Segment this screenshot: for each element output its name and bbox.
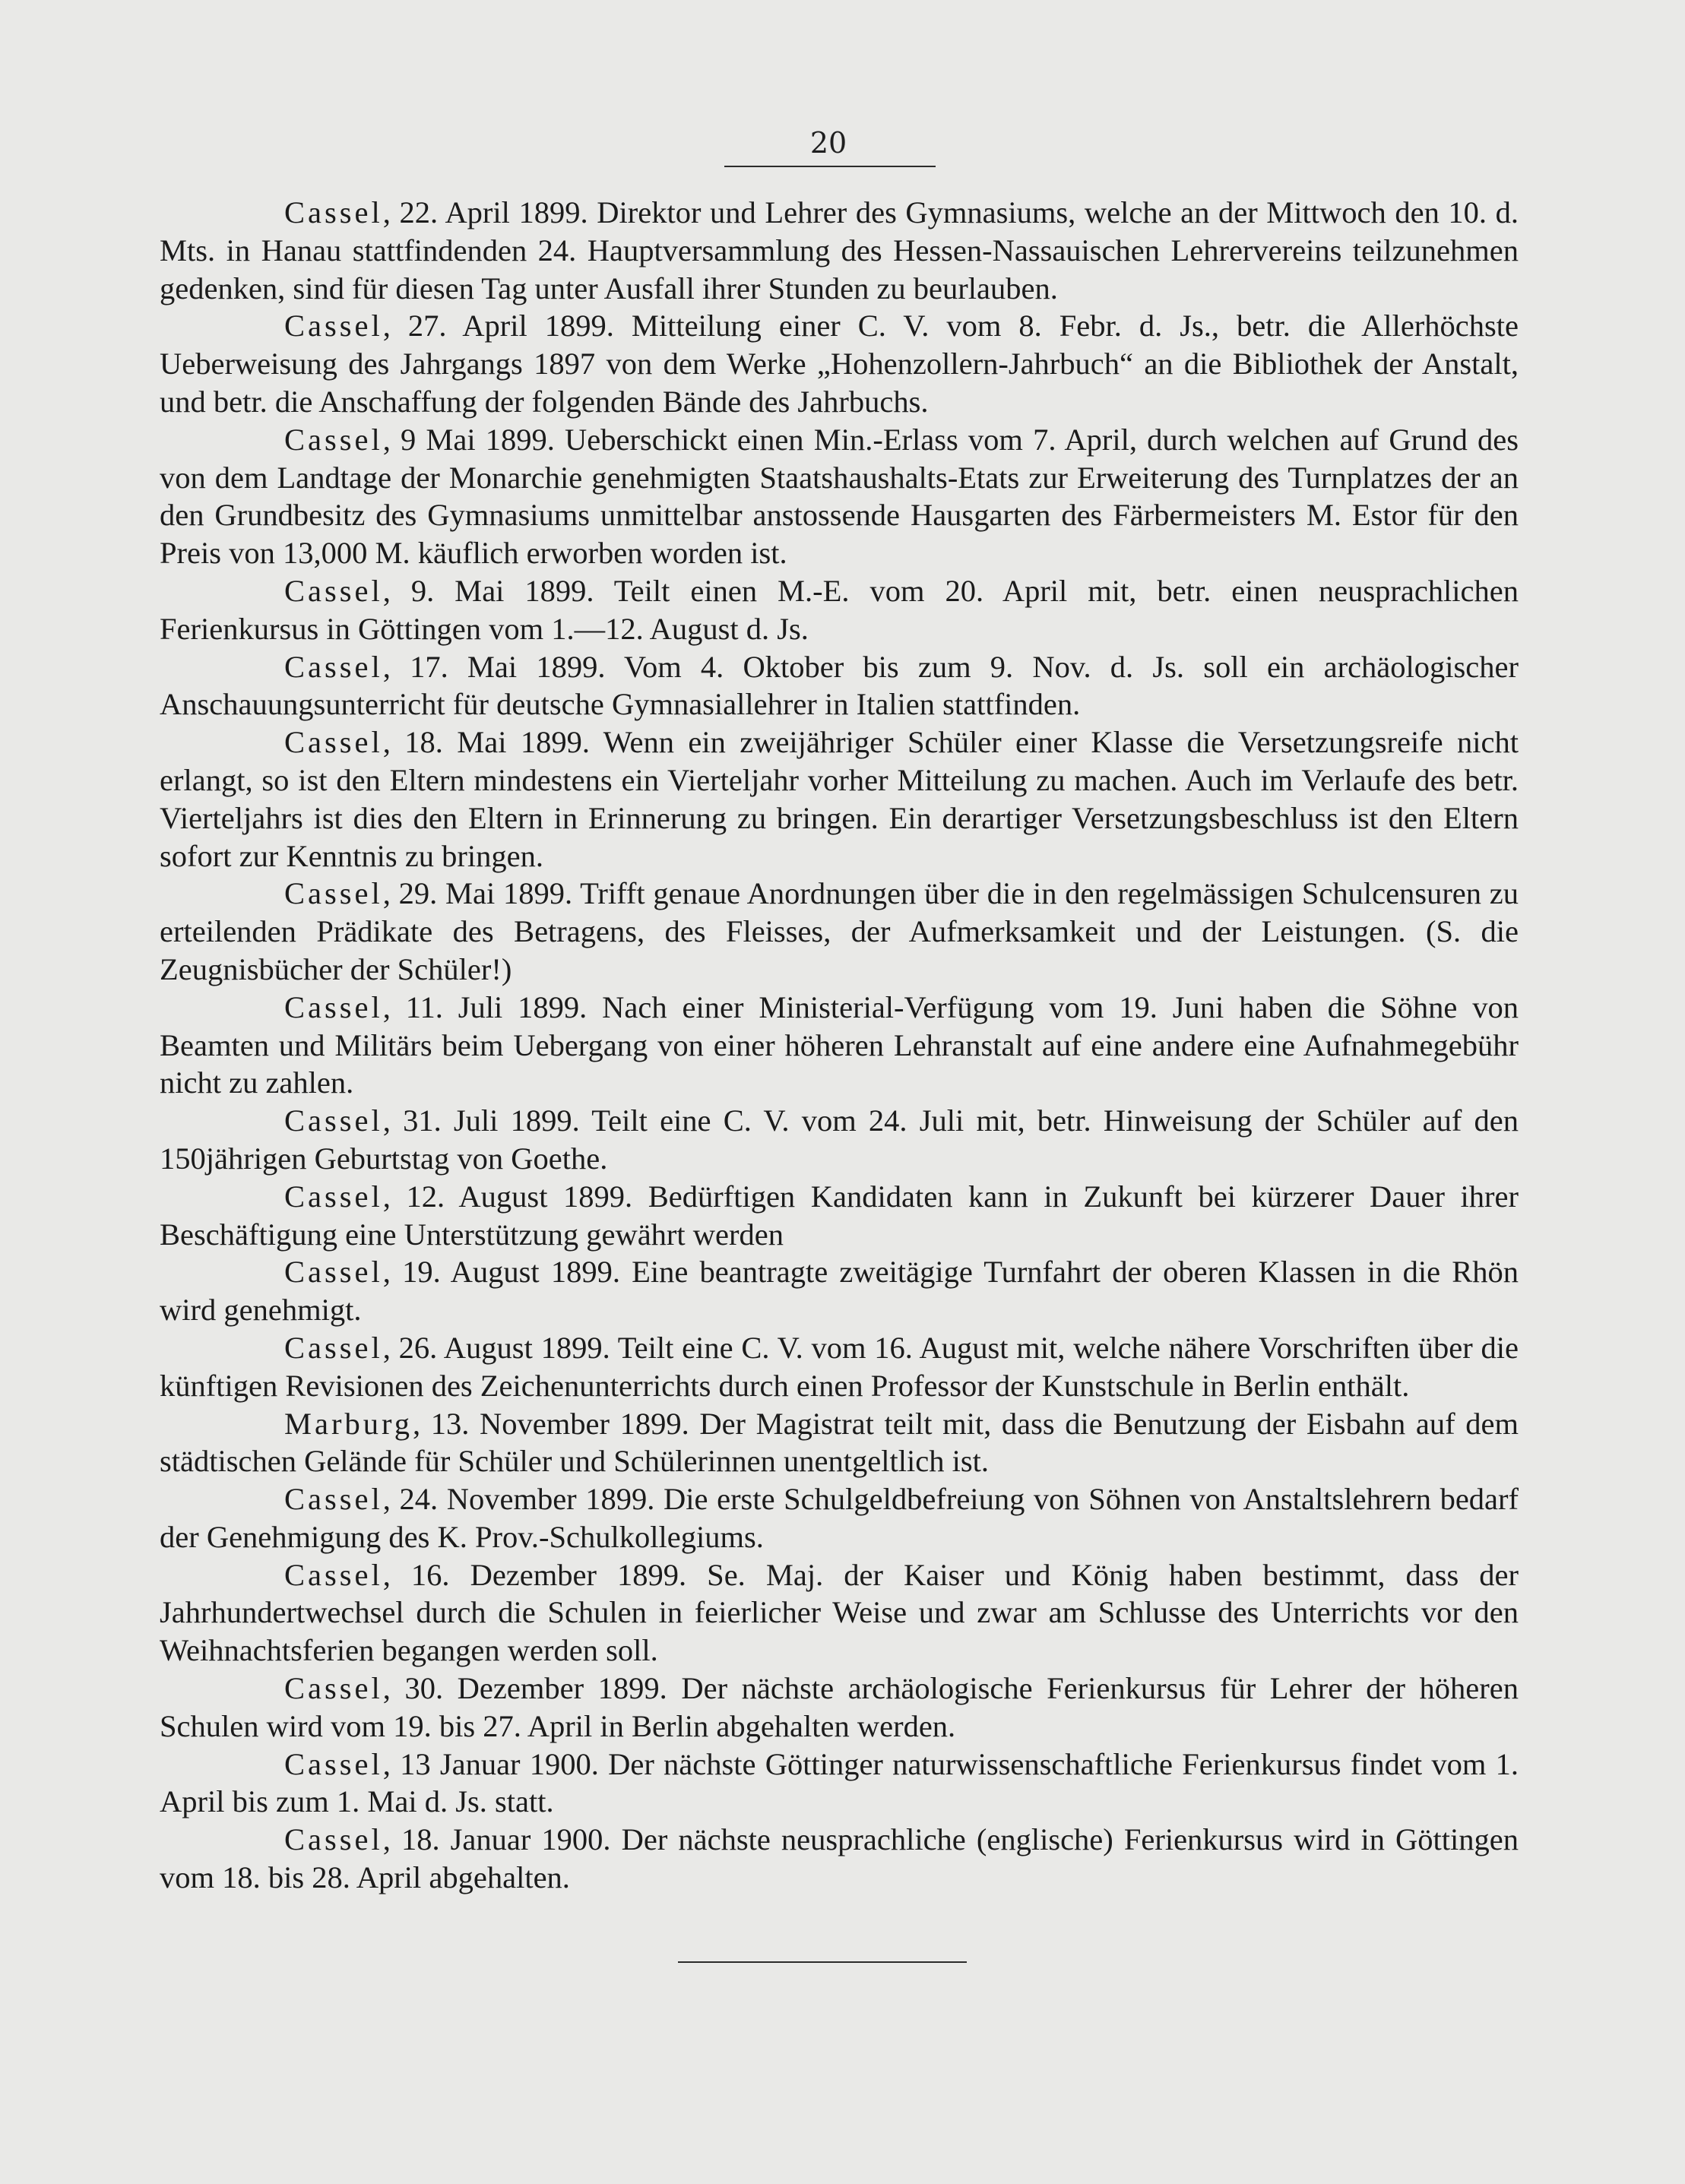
header-rule [724,166,936,167]
entry-text: , 9. Mai 1899. Teilt einen M.-E. vom 20. April mit, betr. einen neusprachlichen Ferienkursus in Göttingen vom 1.—12. August d. Js. [160,573,1519,646]
entry-text: , 18. Mai 1899. Wenn ein zweijähriger Schüler einer Klasse die Versetzungsreife nicht erlangt, so ist den Eltern mindestens ein Vierteljahr vorher Mitteilung zu machen. Auch im Verlaufe des betr. Vierteljahrs ist dies den Eltern in Erinnerung zu bringen. Ein derartiger Versetzungsbeschluss ist den Eltern sofort zur Kenntnis zu bringen. [160,725,1519,873]
entry [160,1480,1519,1556]
entry [160,1670,1519,1746]
entry [160,1405,1519,1481]
entry-place: Cassel [284,725,383,760]
entry-text: , 26. August 1899. Teilt eine C. V. vom 16. August mit, welche nähere Vorschriften über die künftigen Revisionen des Zeichenunterrichts durch einen Professor der Kunstschule in Berlin enthält. [160,1330,1519,1403]
entry [160,723,1519,875]
entry-place: Cassel [284,309,383,343]
entry-place: Cassel [284,1103,383,1138]
entry-place: Cassel [284,195,383,229]
entry-place: Cassel [284,1746,383,1781]
entry [160,1178,1519,1254]
entry [160,989,1519,1102]
entry [160,194,1519,307]
entry-place: Cassel [284,649,383,684]
entry-text: , 13 Januar 1900. Der nächste Göttinger naturwissenschaftliche Ferienkursus findet vom 1. April bis zum 1. Mai d. Js. statt. [160,1746,1519,1819]
document-body [160,194,1519,1897]
entry-text: , 9 Mai 1899. Ueberschickt einen Min.-Erlass vom 7. April, durch welchen auf Grund des von dem Landtage der Monarchie genehmigten Staatshaushalts-Etats zur Erweiterung des Turnplatzes der an den Grundbesitz des Gymnasiums unmittelbar anstossende Hausgarten des Färbermeisters M. Estor für den Preis von 13,000 M. käuflich erworben worden ist. [160,422,1519,571]
entry [160,1253,1519,1329]
entry [160,307,1519,420]
entry [160,1821,1519,1897]
entry [160,648,1519,724]
entry [160,1329,1519,1405]
page-number: 20 [809,126,847,160]
entry-place: Cassel [284,422,383,457]
entry-text: , 24. November 1899. Die erste Schulgeldbefreiung von Söhnen von Anstaltslehrern bedarf der Genehmigung des K. Prov.-Schulkollegiums. [160,1482,1519,1554]
entry-text: , 19. August 1899. Eine beantragte zweitägige Turnfahrt der oberen Klassen in die Rhön wird genehmigt. [160,1255,1519,1328]
entry-place: Cassel [284,989,383,1024]
entry-place: Cassel [284,1822,383,1857]
entry [160,1556,1519,1670]
entry [160,421,1519,572]
entry-place: Cassel [284,1179,383,1214]
entry-text: , 16. Dezember 1899. Se. Maj. der Kaiser und König haben bestimmt, dass der Jahrhundertwechsel durch die Schulen in feierlicher Weise und zwar am Schlusse des Unterrichts vor den Weihnachtsferien begangen werden soll. [160,1557,1519,1668]
entry-text: , 29. Mai 1899. Trifft genaue Anordnungen über die in den regelmässigen Schulcensuren zu erteilenden Prädikate des Betragens, des Fleisses, der Aufmerksamkeit und der Leistungen. (S. die Zeugnisbücher der Schüler!) [160,876,1519,986]
entry-place: Cassel [284,1482,383,1517]
entry-text: , 30. Dezember 1899. Der nächste archäologische Ferienkursus für Lehrer der höheren Schulen wird vom 19. bis 27. April in Berlin abgehalten werden. [160,1671,1519,1743]
footer-rule [678,1961,967,1963]
entry [160,572,1519,648]
entry [160,875,1519,988]
entry-text: , 27. April 1899. Mitteilung einer C. V. vom 8. Febr. d. Js., betr. die Allerhöchste Ueberweisung des Jahrgangs 1897 von dem Werke „Hohenzollern-Jahrbuch“ an die Bibliothek der Anstalt, und betr. die Anschaffung der folgenden Bände des Jahrbuchs. [160,309,1519,419]
entry-place: Marburg [284,1406,413,1441]
entry-place: Cassel [284,1557,383,1592]
entry-place: Cassel [284,876,383,911]
entry-text: , 12. August 1899. Bedürftigen Kandidaten kann in Zukunft bei kürzerer Dauer ihrer Beschäftigung eine Unterstützung gewährt werden [160,1179,1519,1252]
entry-text: , 31. Juli 1899. Teilt eine C. V. vom 24. Juli mit, betr. Hinweisung der Schüler auf den 150jährigen Geburtstag von Goethe. [160,1103,1519,1176]
entry-text: , 18. Januar 1900. Der nächste neusprachliche (englische) Ferienkursus wird in Göttingen vom 18. bis 28. April abgehalten. [160,1822,1519,1895]
entry-text: , 11. Juli 1899. Nach einer Ministerial-Verfügung vom 19. Juni haben die Söhne von Beamten und Militärs beim Uebergang von einer höheren Lehranstalt auf eine andere eine Aufnahmegebühr nicht zu zahlen. [160,989,1519,1100]
entry-place: Cassel [284,1671,383,1706]
entry [160,1102,1519,1178]
entry-text: , 17. Mai 1899. Vom 4. Oktober bis zum 9. Nov. d. Js. soll ein archäologischer Anschauungsunterricht für deutsche Gymnasiallehrer in Italien stattfinden. [160,649,1519,722]
entry-place: Cassel [284,1255,383,1290]
entry-place: Cassel [284,1330,383,1365]
entry-text: , 13. November 1899. Der Magistrat teilt mit, dass die Benutzung der Eisbahn auf dem städtischen Gelände für Schüler und Schülerinnen unentgeltlich ist. [160,1406,1519,1479]
entry-place: Cassel [284,573,383,608]
entry-text: , 22. April 1899. Direktor und Lehrer des Gymnasiums, welche an der Mittwoch den 10. d. Mts. in Hanau stattfindenden 24. Hauptversammlung des Hessen-Nassauischen Lehrervereins teilzunehmen gedenken, sind für diesen Tag unter Ausfall ihrer Stunden zu beurlauben. [160,195,1519,305]
entry [160,1746,1519,1822]
